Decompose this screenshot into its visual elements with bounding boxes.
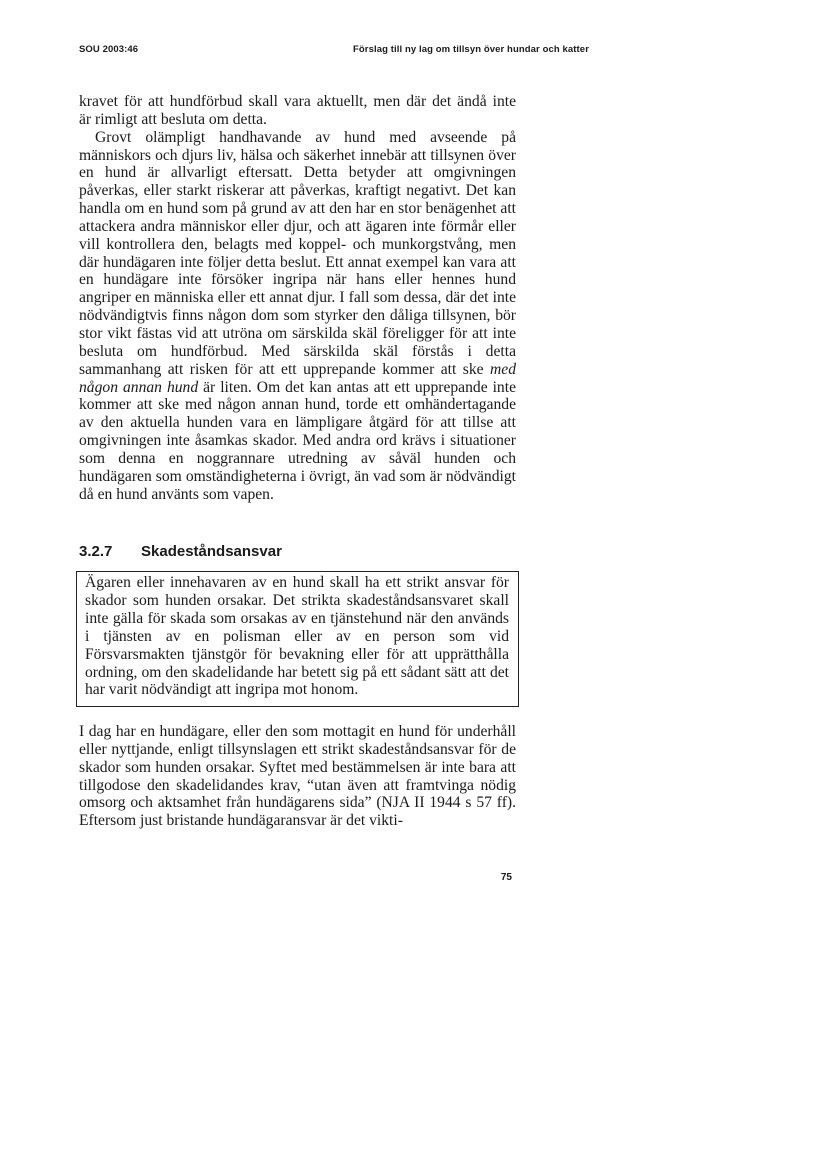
paragraph-text: Grovt olämpligt handhavande av hund med avseende på människors och djurs liv, hälsa och säkerhet innebär att tillsynen över en hund är allvarligt eftersatt. Detta betyder att omgivningen påverkas, eller starkt riskerar att påverkas, kraftigt negativt. Det kan handla om en hund som på grund av att den har en stor benägenhet att attackera andra människor eller djur, och att ägaren inte förmår eller vill kontrollera den, belagts med koppel- och munkorgstvång, men där hundägaren inte följer detta beslut. Ett annat exempel kan vara att en hundägare inte försöker ingripa när hans eller hennes hund angriper en människa eller ett annat djur. I fall som dessa, där det inte nödvändigtvis finns någon dom som styrker den dåliga tillsynen, bör stor vikt fästas vid att utröna om särskilda skäl föreligger för att inte besluta om hundförbud. Med särskilda skäl förstås i detta sammanhang att risken för att ett upprepande kommer att ske <box>79 128 516 378</box>
paragraph <box>79 129 516 504</box>
emphasis-text: med någon annan hund <box>79 360 516 396</box>
body-text-top <box>79 93 516 503</box>
section-heading <box>79 543 282 560</box>
proposal-text: Ägaren eller innehavaren av en hund skall ha ett strikt ansvar för skador som hunden orsakar. Det strikta skadeståndsansvaret skall inte gälla för skada som orsakas av en tjänstehund när den används i tjänsten av en polisman eller av en person som vid Försvarsmakten tjänstgör för bevakning eller för att upprätthålla ordning, om den skadelidande har betett sig på ett sådant sätt att det har varit nödvändigt att ingripa mot honom. <box>85 574 509 699</box>
text-line: är rimligt att besluta om detta. <box>79 110 267 128</box>
section-title: Skadeståndsansvar <box>141 543 282 560</box>
text-line: kravet för att hundförbud skall vara aktuellt, men där det ändå inte <box>79 93 516 110</box>
section-number: 3.2.7 <box>79 543 113 560</box>
paragraph: I dag har en hundägare, eller den som mottagit en hund för underhåll eller nyttjande, enligt tillsynslagen ett strikt skadeståndsansvar för de skador som hunden orsakar. Syftet med bestämmelsen är inte bara att tillgodose den skadelidandes krav, “utan även att framtvinga nödig omsorg och aktsamhet från hundägarens sida” (NJA II 1944 s 57 ff). Eftersom just bristande hundägaransvar är det vikti- <box>79 723 516 830</box>
page-number: 75 <box>500 872 512 883</box>
running-header-right: Förslag till ny lag om tillsyn över hundar och katter <box>353 44 589 55</box>
running-header-left: SOU 2003:46 <box>79 44 139 55</box>
body-text-bottom <box>79 723 516 830</box>
paragraph-text: är liten. Om det kan antas att ett upprepande inte kommer att ske med någon annan hund, torde ett omhändertagande av den aktuella hunden vara en lämpligare åtgärd för att tillse att omgivningen inte åsamkas skador. Med andra ord krävs i situationer som denna en noggrannare utredning av såväl hunden och hundägaren som omständigheterna i övrigt, än vad som är nödvändigt då en hund använts som vapen. <box>79 378 516 503</box>
proposal-box <box>76 571 519 707</box>
